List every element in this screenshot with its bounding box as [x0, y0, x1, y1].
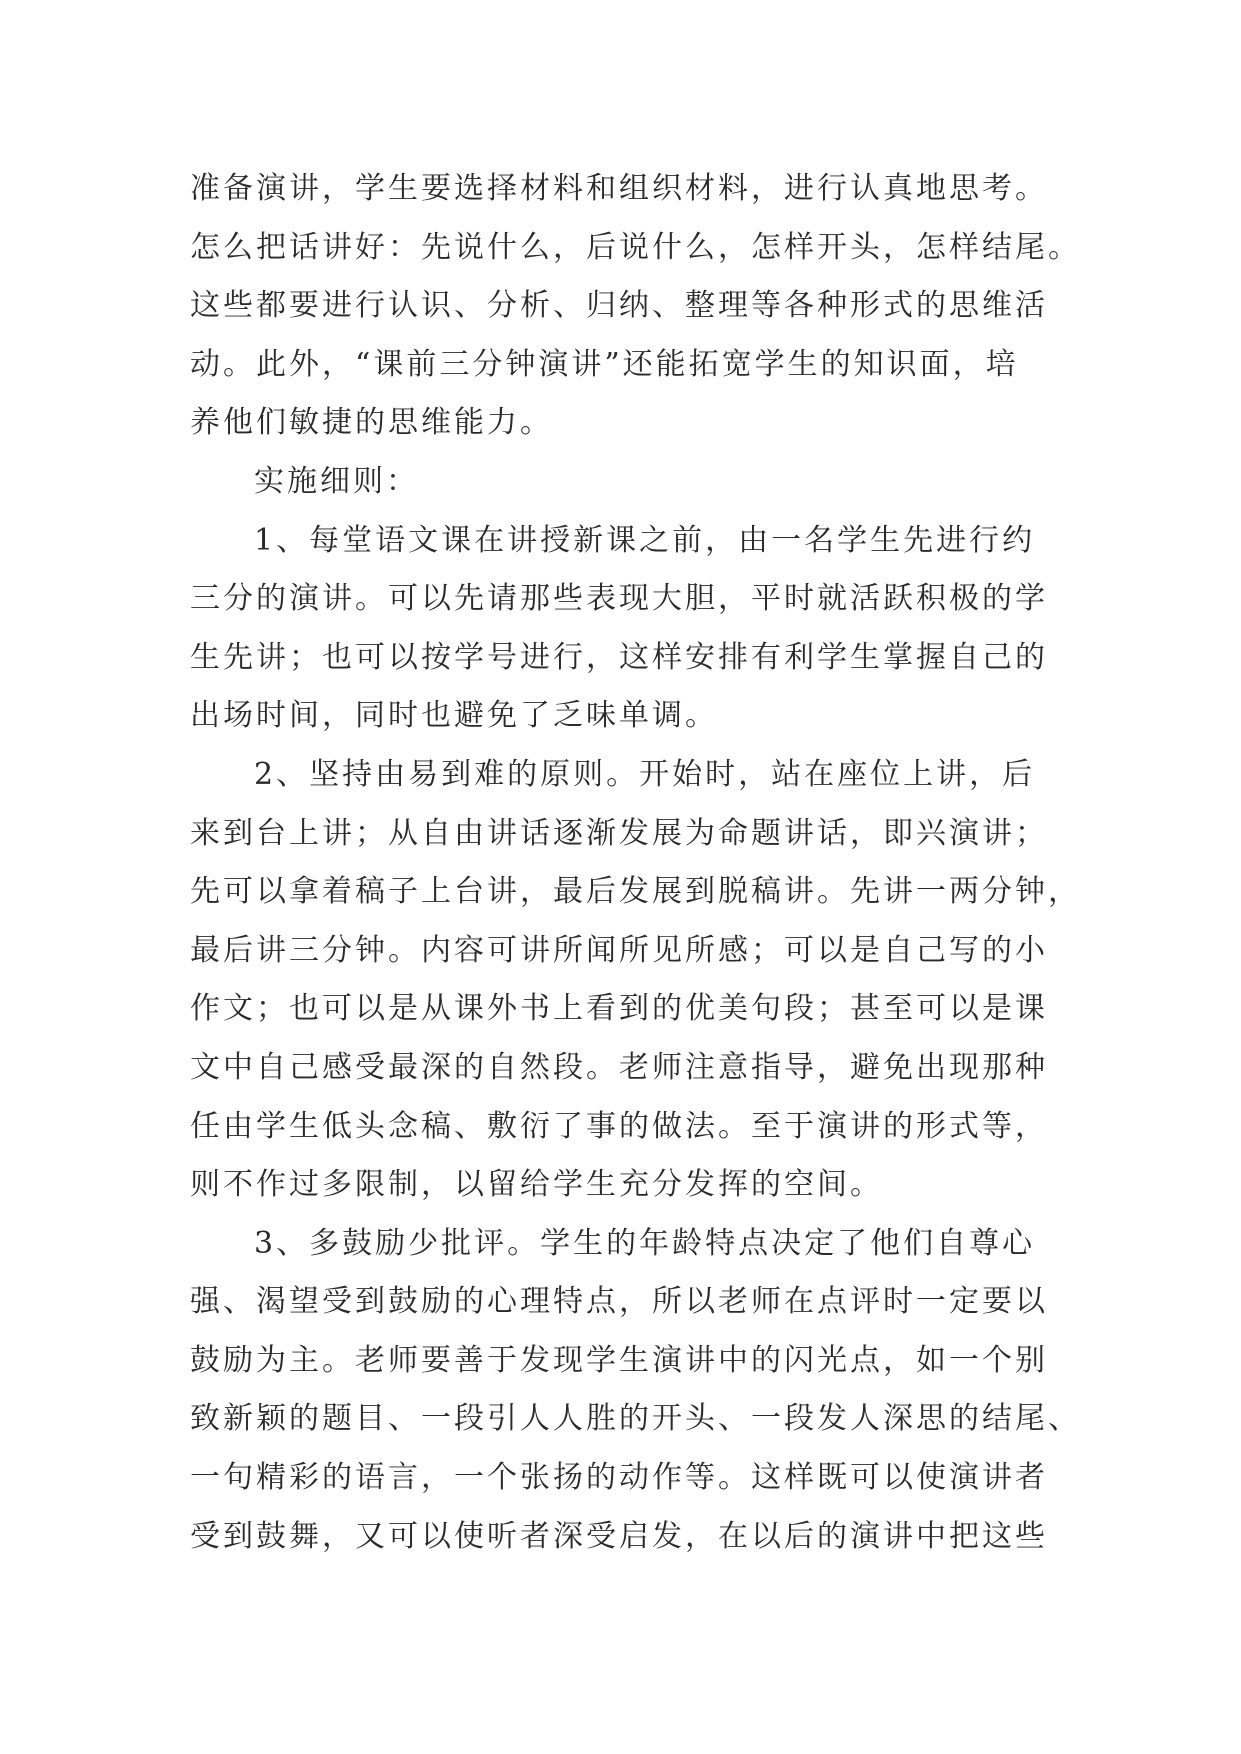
- text-line: 3、多鼓励少批评。学生的年龄特点决定了他们自尊心: [254, 1225, 1036, 1261]
- text-line: 作文；也可以是从课外书上看到的优美句段；甚至可以是课: [190, 991, 1048, 1027]
- text-line: 出场时间，同时也避免了乏味单调。: [190, 698, 718, 734]
- text-line: 则不作过多限制，以留给学生充分发挥的空间。: [190, 1167, 883, 1203]
- text-line: 1、每堂语文课在讲授新课之前，由一名学生先进行约: [254, 522, 1036, 558]
- text-line: 养他们敏捷的思维能力。: [190, 405, 553, 441]
- text-line: 怎么把话讲好：先说什么，后说什么，怎样开头，怎样结尾。: [190, 229, 1081, 265]
- text-line: 任由学生低头念稿、敷衍了事的做法。至于演讲的形式等，: [190, 1108, 1048, 1144]
- text-line: 三分的演讲。可以先请那些表现大胆，平时就活跃积极的学: [190, 581, 1048, 617]
- text-line: 这些都要进行认识、分析、归纳、整理等各种形式的思维活: [190, 288, 1048, 324]
- text-line: 致新颖的题目、一段引人人胜的开头、一段发人深思的结尾、: [190, 1401, 1081, 1437]
- text-line: 2、坚持由易到难的原则。开始时，站在座位上讲，后: [254, 756, 1036, 792]
- text-line: 生先讲；也可以按学号进行，这样安排有利学生掌握自己的: [190, 639, 1048, 675]
- text-line: 鼓励为主。老师要善于发现学生演讲中的闪光点，如一个别: [190, 1342, 1048, 1378]
- text-line: 文中自己感受最深的自然段。老师注意指导，避免出现那种: [190, 1049, 1048, 1085]
- text-line: 一句精彩的语言，一个张扬的动作等。这样既可以使演讲者: [190, 1460, 1048, 1496]
- text-line: 准备演讲，学生要选择材料和组织材料，进行认真地思考。: [190, 171, 1048, 206]
- text-line: 来到台上讲；从自由讲话逐渐发展为命题讲话，即兴演讲；: [190, 815, 1048, 851]
- text-line: 动。此外，“课前三分钟演讲”还能拓宽学生的知识面，培: [190, 346, 1019, 382]
- text-line: 受到鼓舞，又可以使听者深受启发，在以后的演讲中把这些: [190, 1518, 1048, 1554]
- section-heading: 实施细则：: [254, 463, 419, 499]
- text-line: 最后讲三分钟。内容可讲所闻所见所感；可以是自己写的小: [190, 932, 1048, 968]
- text-line: 先可以拿着稿子上台讲，最后发展到脱稿讲。先讲一两分钟，: [190, 874, 1081, 910]
- document-body: [190, 160, 1090, 1566]
- text-line: 强、渴望受到鼓励的心理特点，所以老师在点评时一定要以: [190, 1284, 1048, 1320]
